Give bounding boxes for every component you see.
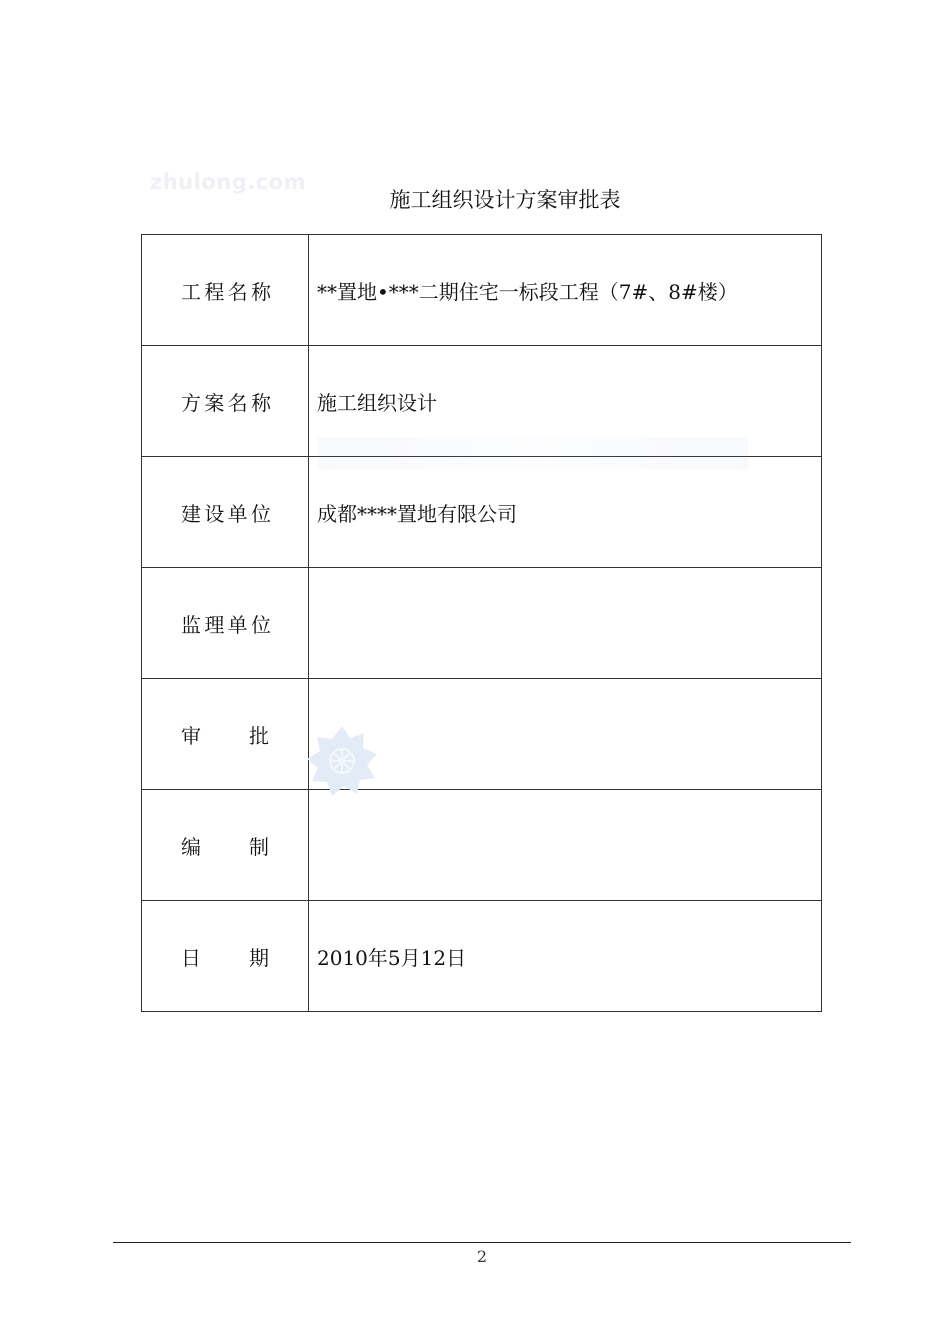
row-label-approval	[142, 679, 309, 790]
row-label-construction-unit	[142, 457, 309, 568]
watermark-band	[318, 437, 748, 469]
table-row	[142, 457, 822, 568]
row-value-project-name: **置地•***二期住宅一标段工程（7#、8#楼）	[309, 235, 822, 346]
label-char: 批	[249, 723, 269, 748]
label-char: 单	[227, 501, 248, 526]
label-char: 称	[250, 390, 271, 415]
table-row	[142, 790, 822, 901]
label-char: 监	[181, 612, 201, 637]
label-char: 理	[204, 612, 225, 637]
label-char: 程	[204, 279, 225, 304]
label-char: 名	[227, 279, 248, 304]
label-char: 期	[249, 945, 269, 970]
row-label-supervision-unit	[142, 568, 309, 679]
row-value-date: 2010年5月12日	[309, 901, 822, 1012]
table-row	[142, 901, 822, 1012]
watermark-text: zhulong.com	[150, 170, 306, 194]
label-char: 建	[181, 501, 201, 526]
label-char: 方	[181, 390, 201, 415]
row-label-date	[142, 901, 309, 1012]
label-char: 审	[181, 723, 201, 748]
label-char: 日	[181, 945, 201, 970]
label-char: 编	[181, 834, 201, 859]
row-value-construction-unit: 成都****置地有限公司	[309, 457, 822, 568]
footer-rule	[113, 1242, 851, 1243]
label-char: 位	[250, 612, 271, 637]
approval-form-table	[141, 234, 822, 1012]
row-value-approval	[309, 679, 822, 790]
row-label-project-name	[142, 235, 309, 346]
label-char: 工	[181, 279, 201, 304]
label-char: 单	[227, 612, 248, 637]
table-row	[142, 235, 822, 346]
label-char: 名	[227, 390, 248, 415]
label-char: 设	[204, 501, 225, 526]
table-row	[142, 679, 822, 790]
page-number: 2	[476, 1247, 488, 1266]
row-label-plan-name	[142, 346, 309, 457]
row-value-prepared-by	[309, 790, 822, 901]
watermark-seal-icon	[305, 724, 379, 798]
row-value-supervision-unit	[309, 568, 822, 679]
row-label-prepared-by	[142, 790, 309, 901]
row-value-plan-name: 施工组织设计	[309, 346, 822, 457]
label-char: 案	[204, 390, 225, 415]
label-char: 称	[250, 279, 271, 304]
label-char: 位	[250, 501, 271, 526]
document-title: 施工组织设计方案审批表	[389, 188, 621, 212]
label-char: 制	[249, 834, 269, 859]
table-row	[142, 568, 822, 679]
